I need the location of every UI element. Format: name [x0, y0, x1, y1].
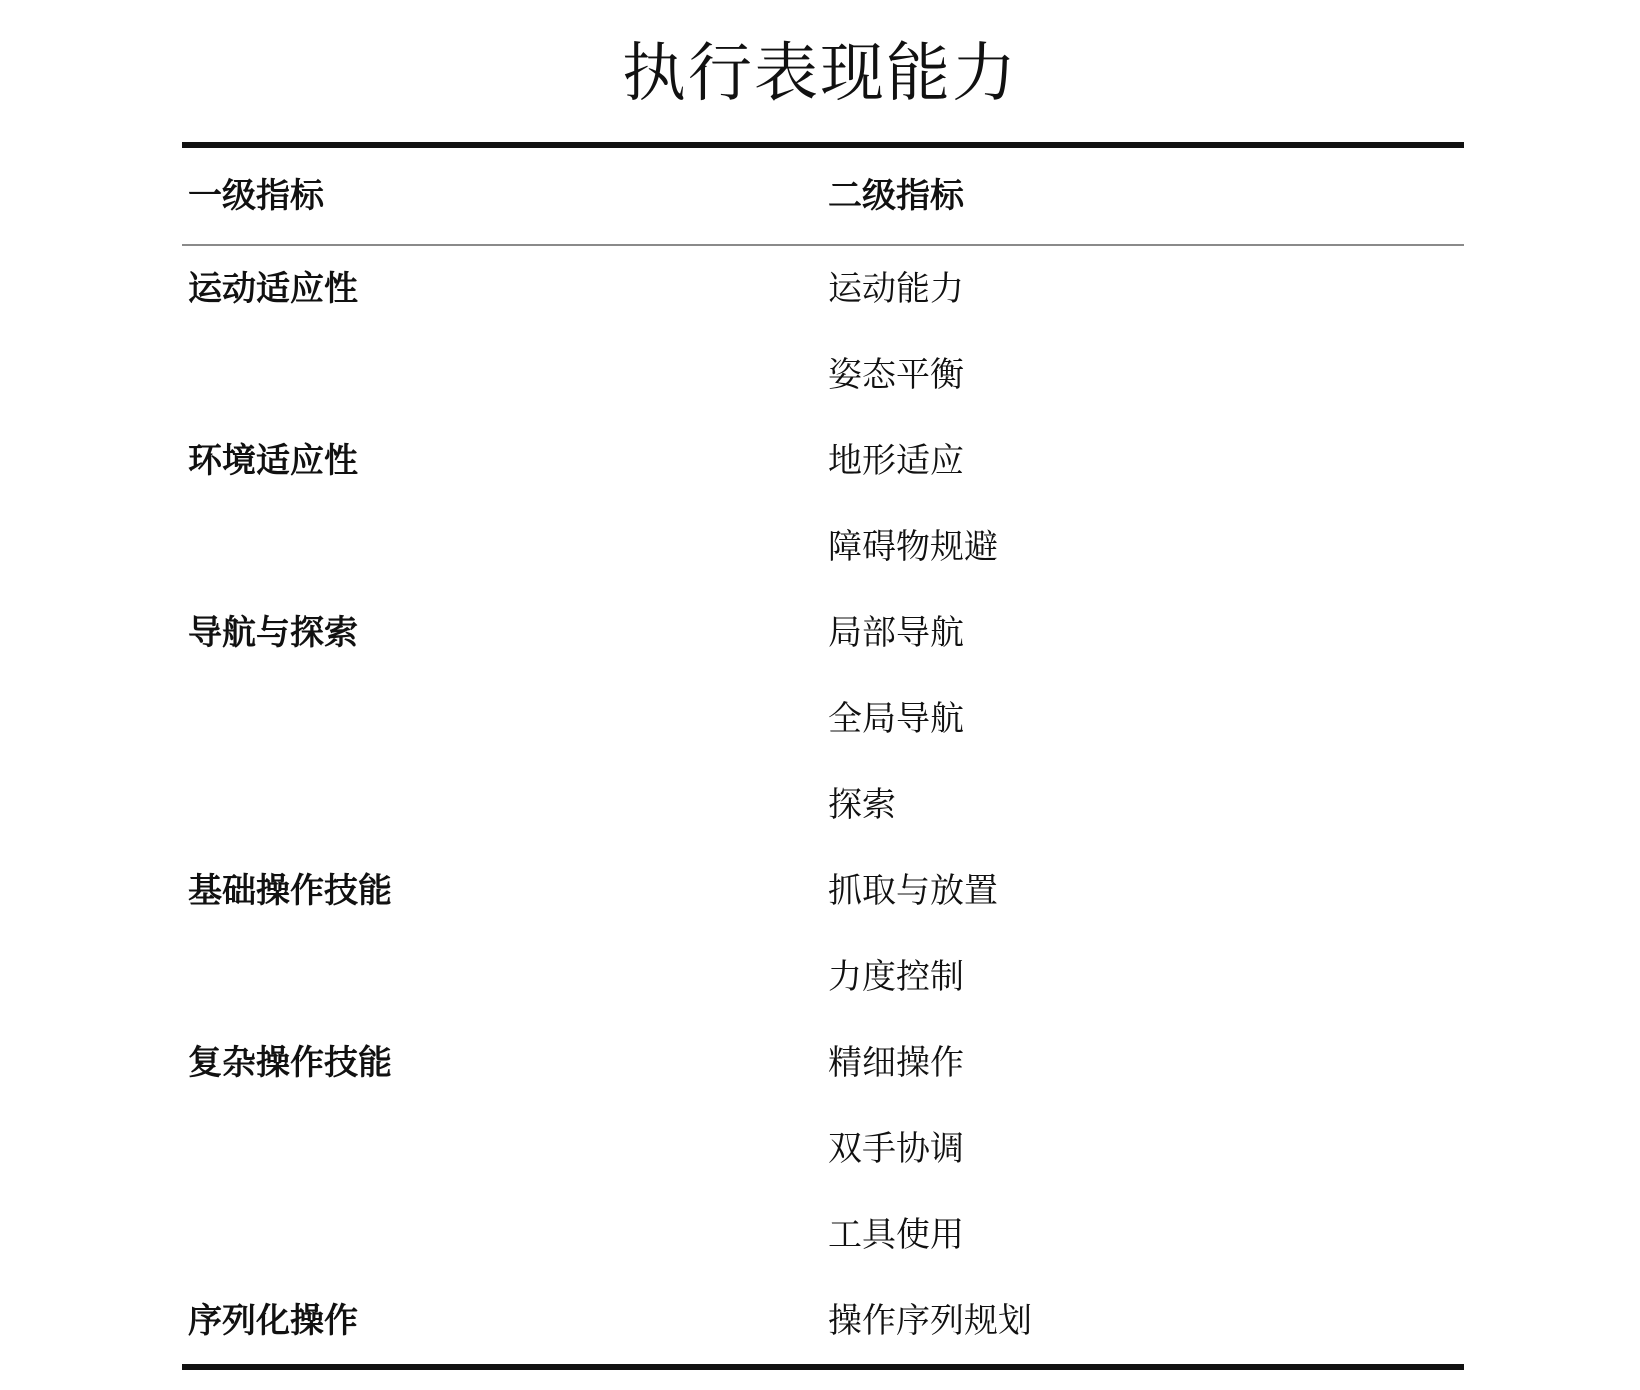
table-row	[182, 504, 1464, 590]
secondary-indicator-cell: 抓取与放置	[828, 871, 998, 911]
table-row	[182, 246, 1464, 332]
table-row	[182, 848, 1464, 934]
secondary-indicator-cell: 探索	[828, 785, 896, 825]
primary-indicator-cell: 复杂操作技能	[188, 1043, 392, 1083]
table-row	[182, 418, 1464, 504]
table-row	[182, 762, 1464, 848]
secondary-indicator-cell: 局部导航	[828, 613, 964, 653]
secondary-indicator-cell: 力度控制	[828, 957, 964, 997]
secondary-indicator-cell: 全局导航	[828, 699, 964, 739]
header-primary-indicator: 一级指标	[188, 176, 324, 216]
table-row	[182, 1106, 1464, 1192]
table-row	[182, 934, 1464, 1020]
secondary-indicator-cell: 工具使用	[828, 1215, 964, 1255]
table-bottom-rule	[182, 1364, 1464, 1370]
primary-indicator-cell: 导航与探索	[188, 613, 358, 653]
secondary-indicator-cell: 双手协调	[828, 1129, 964, 1169]
secondary-indicator-cell: 运动能力	[828, 269, 964, 309]
page-title: 执行表现能力	[622, 37, 1018, 111]
table-row	[182, 1020, 1464, 1106]
header-secondary-indicator: 二级指标	[828, 176, 964, 216]
secondary-indicator-cell: 地形适应	[828, 441, 964, 481]
secondary-indicator-cell: 操作序列规划	[828, 1301, 1032, 1341]
table-row	[182, 1278, 1464, 1364]
table-row	[182, 676, 1464, 762]
primary-indicator-cell: 运动适应性	[188, 269, 358, 309]
table-header-row	[182, 148, 1464, 244]
table-row	[182, 1192, 1464, 1278]
secondary-indicator-cell: 障碍物规避	[828, 527, 998, 567]
primary-indicator-cell: 序列化操作	[188, 1301, 358, 1341]
secondary-indicator-cell: 姿态平衡	[828, 355, 964, 395]
table-row	[182, 332, 1464, 418]
primary-indicator-cell: 基础操作技能	[188, 871, 392, 911]
primary-indicator-cell: 环境适应性	[188, 441, 358, 481]
secondary-indicator-cell: 精细操作	[828, 1043, 964, 1083]
table-body	[182, 246, 1464, 1364]
indicator-table	[182, 142, 1464, 1370]
table-row	[182, 590, 1464, 676]
